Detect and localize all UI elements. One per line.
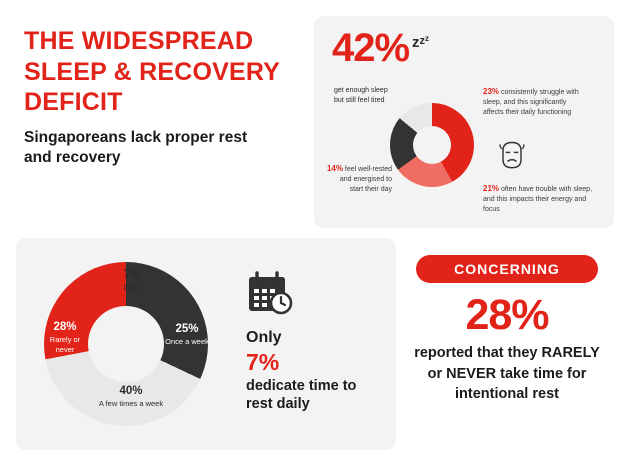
- calendar-clock-icon: [246, 270, 294, 318]
- note-23-value: 23%: [483, 87, 500, 96]
- zzz-letter-2: z: [419, 35, 425, 47]
- concerning-badge-label: CONCERNING: [454, 261, 560, 277]
- zzz-letter-3: z: [425, 34, 429, 43]
- only-label: Only: [246, 329, 282, 346]
- concerning-statement: reported that they RARELY or NEVER take time for intentional rest: [414, 345, 600, 403]
- note-21: [483, 183, 593, 215]
- label-once-a-week: [165, 322, 209, 347]
- seven-percent-value: 7%: [246, 349, 280, 375]
- donut-hole: [88, 306, 164, 382]
- label-daily-value: 7%: [123, 269, 141, 281]
- note-21-text: often have trouble with sleep, and this impacts their energy and focus: [483, 186, 593, 214]
- only-seven-percent-block: [246, 328, 376, 413]
- note-21-value: 21%: [483, 184, 500, 193]
- zzz-letter-1: z: [412, 34, 420, 51]
- headline-block: [24, 26, 304, 168]
- donut-hole: [413, 126, 451, 164]
- label-daily: [112, 268, 152, 293]
- label-daily-text: Daily: [123, 282, 141, 292]
- stat-28-percent: 28%: [465, 291, 549, 339]
- page-subtitle: Singaporeans lack proper rest and recovery: [24, 128, 248, 166]
- label-few-times-a-week-text: A few times a week: [98, 398, 164, 408]
- note-14-value: 14%: [326, 164, 343, 173]
- label-few-times-a-week: [96, 384, 166, 409]
- label-once-a-week-text: Once a week: [165, 336, 209, 346]
- concerning-badge: [416, 255, 598, 283]
- zzz-icon: [412, 34, 429, 51]
- label-rarely-or-never-value: 28%: [53, 321, 77, 333]
- note-42-text: get enough sleep but still feel tired: [334, 87, 388, 105]
- sleep-quality-donut-chart: [390, 103, 474, 187]
- note-14: [326, 163, 392, 195]
- note-23-text: consistently struggle with sleep, and this significantly affects their daily functioning: [483, 89, 579, 117]
- note-14-text: feel well-rested and energised to start their day: [339, 166, 392, 194]
- tired-face-icon: [494, 138, 530, 174]
- label-rarely-or-never-text: Rarely or never: [49, 334, 81, 354]
- label-rarely-or-never: [40, 320, 90, 354]
- dedicate-time-text: dedicate time to rest daily: [246, 377, 357, 412]
- label-few-times-a-week-value: 40%: [119, 385, 143, 397]
- label-once-a-week-value: 25%: [175, 323, 199, 335]
- note-23: [483, 86, 588, 118]
- note-42: [334, 86, 394, 106]
- page-title: THE WIDESPREAD SLEEP & RECOVERY DEFICIT: [24, 27, 280, 116]
- stat-42-percent: 42%: [332, 26, 410, 70]
